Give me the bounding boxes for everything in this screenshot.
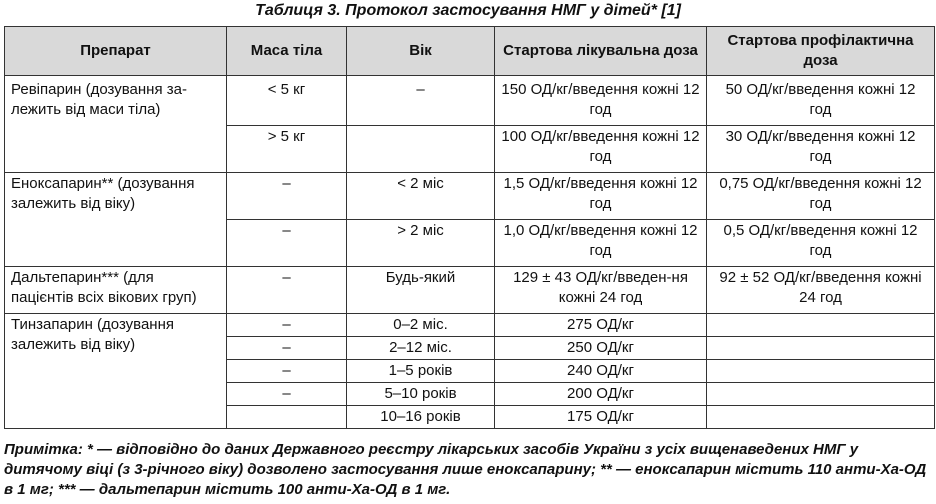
table-row	[5, 314, 935, 337]
header-treatment-dose: Стартова лікувальна доза	[495, 27, 707, 76]
header-prophylactic-dose: Стартова профілактична доза	[707, 27, 935, 76]
weight-cell: –	[227, 314, 347, 337]
header-row	[5, 27, 935, 76]
header-age: Вік	[347, 27, 495, 76]
drug-tinzaparin: Тинзапарин (дозування залежить від віку)	[5, 314, 227, 429]
prophylactic-dose-cell: 0,5 ОД/кг/введення кожні 12 год	[707, 220, 935, 267]
table-footnote: Примітка: * — відповідно до даних Державного реєстру лікарських засобів України з усіх вищенаведених НМГ у дитячому віці (з 3-річного віку) дозволено застосування лише еноксапарину; ** — еноксапарин містить 110 анти-Ха-ОД в 1 мг; *** — дальтепарин містить 100 анти-Ха-ОД в 1 мг.	[4, 441, 927, 498]
table-row	[5, 76, 935, 126]
age-cell: 5–10 років	[347, 383, 495, 406]
drug-enoxaparin: Еноксапарин** (дозування залежить від віку)	[5, 173, 227, 267]
table-row	[5, 173, 935, 220]
header-weight: Маса тіла	[227, 27, 347, 76]
weight-cell: –	[227, 220, 347, 267]
prophylactic-dose-cell	[707, 383, 935, 406]
age-cell: 0–2 міс.	[347, 314, 495, 337]
drug-reviparin: Ревіпарин (дозування за-лежить від маси тіла)	[5, 76, 227, 173]
table-title: Таблиця 3. Протокол застосування НМГ у дітей* [1]	[255, 2, 681, 19]
treatment-dose-cell: 100 ОД/кг/введення кожні 12 год	[495, 126, 707, 173]
treatment-dose-cell: 175 ОД/кг	[495, 406, 707, 429]
age-cell: –	[347, 76, 495, 126]
age-cell: Будь-який	[347, 267, 495, 314]
table-row	[5, 267, 935, 314]
treatment-dose-cell: 1,0 ОД/кг/введення кожні 12 год	[495, 220, 707, 267]
prophylactic-dose-cell	[707, 360, 935, 383]
prophylactic-dose-cell	[707, 337, 935, 360]
weight-cell: –	[227, 360, 347, 383]
weight-cell: < 5 кг	[227, 76, 347, 126]
age-cell: 2–12 міс.	[347, 337, 495, 360]
prophylactic-dose-cell: 30 ОД/кг/введення кожні 12 год	[707, 126, 935, 173]
age-cell: 1–5 років	[347, 360, 495, 383]
age-cell: 10–16 років	[347, 406, 495, 429]
age-cell	[347, 126, 495, 173]
treatment-dose-cell: 150 ОД/кг/введення кожні 12 год	[495, 76, 707, 126]
treatment-dose-cell: 1,5 ОД/кг/введення кожні 12 год	[495, 173, 707, 220]
weight-cell: –	[227, 337, 347, 360]
treatment-dose-cell: 275 ОД/кг	[495, 314, 707, 337]
weight-cell: –	[227, 383, 347, 406]
age-cell: > 2 міс	[347, 220, 495, 267]
prophylactic-dose-cell	[707, 314, 935, 337]
lmwh-protocol-table	[4, 26, 935, 429]
weight-cell: > 5 кг	[227, 126, 347, 173]
drug-dalteparin: Дальтепарин*** (для пацієнтів всіх вікових груп)	[5, 267, 227, 314]
age-cell: < 2 міс	[347, 173, 495, 220]
weight-cell: –	[227, 173, 347, 220]
header-drug: Препарат	[5, 27, 227, 76]
treatment-dose-cell: 129 ± 43 ОД/кг/введен-ня кожні 24 год	[495, 267, 707, 314]
prophylactic-dose-cell: 50 ОД/кг/введення кожні 12 год	[707, 76, 935, 126]
treatment-dose-cell: 240 ОД/кг	[495, 360, 707, 383]
weight-cell: –	[227, 267, 347, 314]
treatment-dose-cell: 200 ОД/кг	[495, 383, 707, 406]
prophylactic-dose-cell: 0,75 ОД/кг/введення кожні 12 год	[707, 173, 935, 220]
prophylactic-dose-cell: 92 ± 52 ОД/кг/введення кожні 24 год	[707, 267, 935, 314]
treatment-dose-cell: 250 ОД/кг	[495, 337, 707, 360]
prophylactic-dose-cell	[707, 406, 935, 429]
weight-cell	[227, 406, 347, 429]
